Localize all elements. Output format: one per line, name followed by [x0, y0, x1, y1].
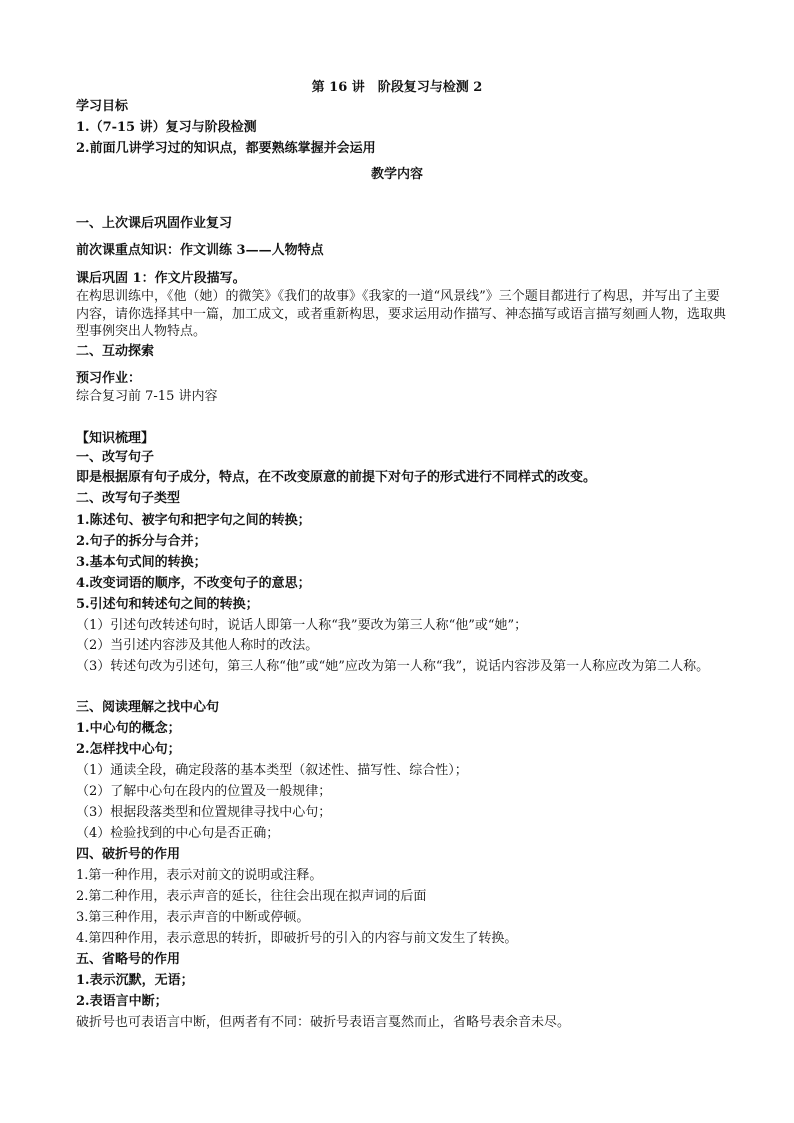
preview-label: 预习作业：	[76, 371, 142, 386]
part2-sub-item: （2）当引述内容涉及其他人称时的改法。	[76, 638, 319, 653]
part2-item: 1.陈述句、被字句和把字句之间的转换；	[76, 513, 311, 528]
part4-item: 2.第二种作用，表示声音的延长，往往会出现在拟声词的后面	[76, 889, 427, 904]
part4-heading: 四、破折号的作用	[76, 847, 181, 862]
part3-item: 2.怎样找中心句；	[76, 742, 181, 757]
part2-sub-item: （1）引述句改转述句时，说话人即第一人称“我”要改为第三人称“他”或“她”；	[76, 618, 528, 633]
homework-text: 在构思训练中，《他（她）的微笑》《我们的故事》《我家的一道“风景线”》三个题目都进行了构思，并写出了主要内容，请你选择其中一篇，加工成文，或者重新构思，要求运用动作描写、神态描写或语言描写刻画人物，选取典型事例突出人物特点。	[76, 289, 727, 339]
part2-item: 5.引述句和转述句之间的转换；	[76, 597, 259, 612]
part4-item: 4.第四种作用，表示意思的转折，即破折号的引入的内容与前文发生了转换。	[76, 931, 518, 946]
part5-item: 1.表示沉默，无语；	[76, 973, 194, 988]
part5-item: 2.表语言中断；	[76, 994, 168, 1009]
part1-definition: 即是根据原有句子成分，特点，在不改变原意的前提下对句子的形式进行不同样式的改变。	[76, 470, 597, 485]
learning-goals-heading: 学习目标	[76, 99, 129, 114]
learning-goal-item: 2.前面几讲学习过的知识点，都要熟练掌握并会运用	[76, 141, 376, 156]
part3-heading: 三、阅读理解之找中心句	[76, 700, 220, 715]
teaching-content-heading: 教学内容	[370, 167, 423, 182]
part2-item: 2.句子的拆分与合并；	[76, 534, 207, 549]
part2-heading: 二、改写句子类型	[76, 491, 181, 506]
part5-note: 破折号也可表语言中断，但两者有不同：破折号表语言戛然而止，省略号表余音未尽。	[76, 1015, 571, 1030]
part2-item: 3.基本句式间的转换；	[76, 555, 207, 570]
knowledge-heading: 【知识梳理】	[76, 431, 155, 446]
part4-item: 1.第一种作用，表示对前文的说明或注释。	[76, 868, 323, 883]
part2-item: 4.改变词语的顺序，不改变句子的意思；	[76, 576, 311, 591]
section-two-heading: 二、互动探索	[76, 344, 155, 359]
part3-sub-item: （1）通读全段，确定段落的基本类型（叙述性、描写性、综合性）；	[76, 763, 468, 778]
section-one-heading: 一、上次课后巩固作业复习	[76, 216, 233, 231]
part3-sub-item: （2）了解中心句在段内的位置及一般规律；	[76, 784, 332, 799]
part3-sub-item: （3）根据段落类型和位置规律寻找中心句；	[76, 805, 332, 820]
part4-item: 3.第三种作用，表示声音的中断或停顿。	[76, 910, 310, 925]
part5-heading: 五、省略号的作用	[76, 952, 181, 967]
part3-sub-item: （4）检验找到的中心句是否正确；	[76, 826, 280, 841]
part1-heading: 一、改写句子	[76, 450, 155, 465]
learning-goal-item: 1.（7-15 讲）复习与阶段检测	[76, 120, 257, 135]
homework-heading: 课后巩固 1：作文片段描写。	[76, 271, 246, 286]
part2-sub-item: （3）转述句改为引述句，第三人称“他”或“她”应改为第一人称“我”，说话内容涉及第一人称应改为第二人称。	[76, 659, 710, 674]
previous-focus: 前次课重点知识：作文训练 3——人物特点	[76, 243, 324, 258]
preview-text: 综合复习前 7-15 讲内容	[76, 389, 218, 404]
page-title: 第 16 讲 阶段复习与检测 2	[311, 80, 483, 95]
part3-item: 1.中心句的概念；	[76, 721, 181, 736]
